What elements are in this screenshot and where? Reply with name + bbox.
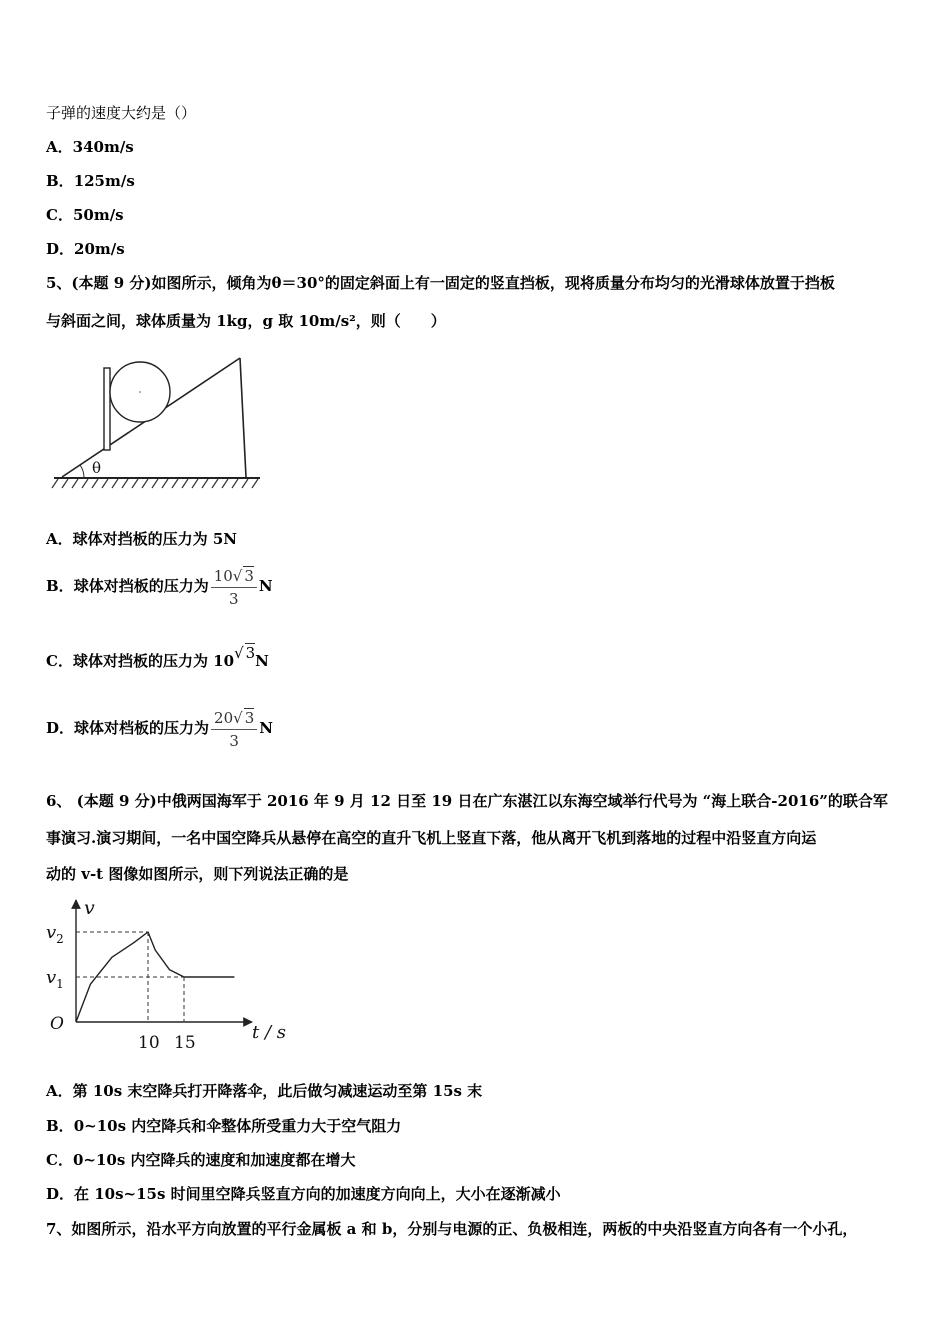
q6-option-c: C．0~10s 内空降兵的速度和加速度都在增大	[46, 1151, 356, 1169]
vertical-baffle	[104, 368, 110, 450]
q6-option-a: A．第 10s 末空降兵打开降落伞，此后做匀减速运动至第 15s 末	[46, 1082, 483, 1100]
q5-option-d: D．球体对档板的压力为 $\frac{20√ 3}{3}$ N	[46, 709, 273, 750]
y-tick-label: $v_1$	[46, 967, 64, 991]
q6-stem-line2: 事演习.演习期间，一名中国空降兵从悬停在高空的直升飞机上竖直下落，他从离开飞机到落地的过程中沿竖直方向运	[46, 829, 817, 847]
q4-option-a: A．340m/s	[46, 138, 134, 156]
y-axis-label: v	[84, 897, 95, 919]
q4-option-d: D．20m/s	[46, 240, 125, 258]
q5-stem-line2: 与斜面之间，球体质量为 1kg，g 取 10m/s²，则（ ）	[46, 312, 446, 330]
incline-figure	[48, 340, 268, 492]
origin-label: O	[50, 1014, 64, 1034]
incline-right-side	[240, 358, 246, 477]
q5-stem-line1: 5、(本题 9 分)如图所示，倾角为θ＝30°的固定斜面上有一固定的竖直挡板，现将质量分布均匀的光滑球体放置于挡板	[46, 274, 835, 292]
fraction-d: $\frac{20√ 3}{3}$	[211, 708, 257, 750]
q6-stem-line3: 动的 v-t 图像如图所示，则下列说法正确的是	[46, 865, 349, 883]
y-tick-label: $v_2$	[46, 922, 64, 946]
x-tick-label: 10	[138, 1033, 160, 1053]
q4-option-b: B．125m/s	[46, 172, 135, 190]
q6-stem-line1: 6、 (本题 9 分)中俄两国海军于 2016 年 9 月 12 日至 19 日在广东湛江以东海空域举行代号为 “海上联合-2016”的联合军	[46, 792, 888, 810]
x-tick-label: 15	[174, 1033, 196, 1053]
q4-option-c: C．50m/s	[46, 206, 124, 224]
q5-option-a: A．球体对挡板的压力为 5N	[46, 530, 238, 548]
angle-label: θ	[92, 459, 102, 477]
x-axis-label: t / s	[252, 1022, 286, 1043]
ball-center	[139, 391, 141, 393]
fraction-b: $\frac{10√ 3}{3}$	[211, 566, 257, 608]
q6-option-b: B．0~10s 内空降兵和伞整体所受重力大于空气阻力	[46, 1117, 402, 1135]
q5-option-b: B．球体对挡板的压力为 $\frac{10√ 3}{3}$ N	[46, 567, 273, 608]
angle-arc	[80, 465, 84, 477]
ground-hatching	[52, 479, 258, 488]
q4-stem-tail: 子弹的速度大约是（）	[46, 104, 197, 122]
vt-chart	[40, 892, 290, 1058]
q5-option-c: C．球体对挡板的压力为 10√ 3N	[46, 644, 269, 670]
q7-stem-line1: 7、如图所示，沿水平方向放置的平行金属板 a 和 b，分别与电源的正、负极相连，两板的中央沿竖直方向各有一个小孔，	[46, 1220, 858, 1238]
q6-option-d: D．在 10s~15s 时间里空降兵竖直方向的加速度方向向上，大小在逐渐减小	[46, 1185, 561, 1203]
